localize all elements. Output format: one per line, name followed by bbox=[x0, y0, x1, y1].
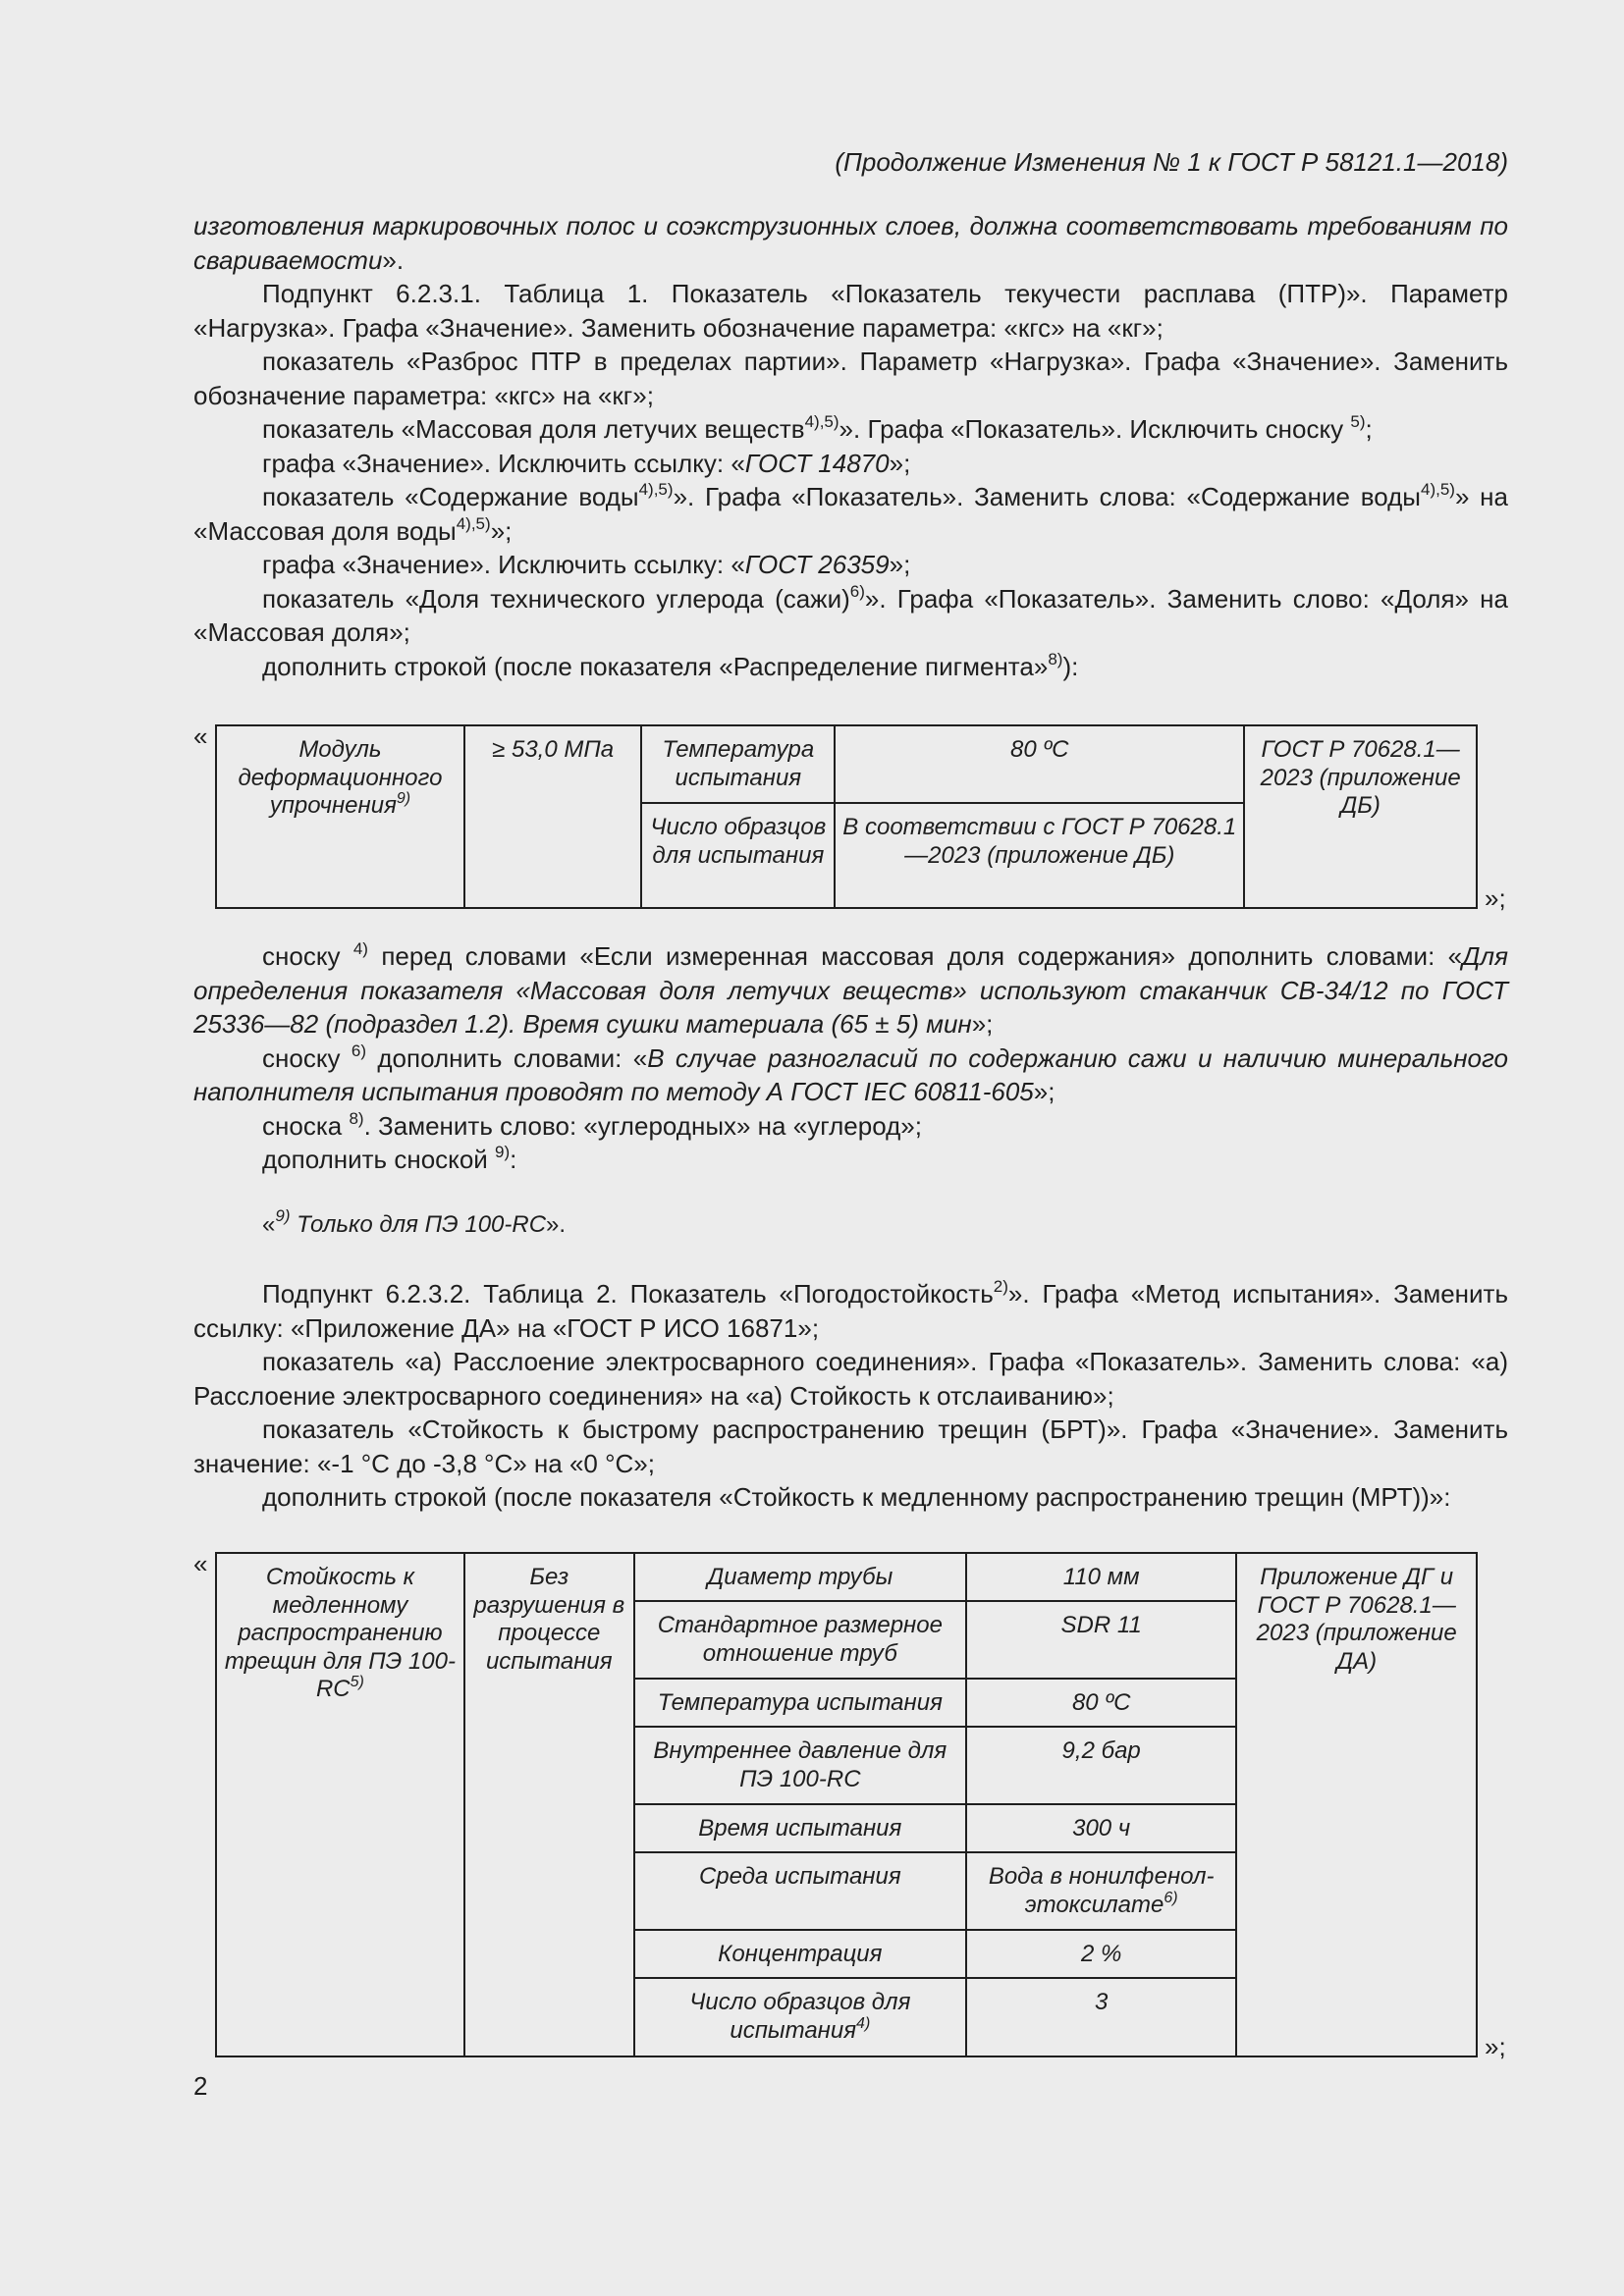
table2-param-cell: Концентрация bbox=[634, 1930, 966, 1978]
paragraph: графа «Значение». Исключить ссылку: «ГОСТ 26359»; bbox=[262, 550, 911, 579]
table2-param-cell: Внутреннее давление для ПЭ 100-RC bbox=[634, 1727, 966, 1804]
paragraph: показатель «Массовая доля летучих веществ$^{4),5)}$». Графа «Показатель». Исключить сноску $^{5)}$; bbox=[262, 412, 1373, 444]
table2-method-cell: Приложение ДГ и ГОСТ Р 70628.1—2023 (приложение ДА) bbox=[1236, 1553, 1477, 2056]
table2-new-row bbox=[215, 1552, 1478, 2057]
paragraph: показатель «Содержание воды$^{4),5)}$». Графа «Показатель». Заменить слова: «Содержание воды$^{4),5)}$» на «Массовая доля воды$^{4),5)}$»; bbox=[193, 480, 1508, 546]
table1-value-cell: ≥ 53,0 МПа bbox=[464, 725, 642, 908]
paragraph: дополнить строкой (после показателя «Распределение пигмента»$^{8)}$): bbox=[262, 649, 1079, 681]
paragraph: показатель «Разброс ПТР в пределах партии». Параметр «Нагрузка». Графа «Значение». Заменить обозначение параметра: «кгс» на «кг»; bbox=[193, 347, 1508, 410]
table2-param-value-cell: 2 % bbox=[966, 1930, 1236, 1978]
paragraph: показатель «Доля технического углерода (сажи)$^{6)}$». Графа «Показатель». Заменить слово: «Доля» на «Массовая доля»; bbox=[193, 581, 1508, 647]
amendment-text-block-2 bbox=[193, 939, 1508, 1177]
table1-indicator-cell: Модуль деформационного упрочнения$^{9)}$ bbox=[216, 725, 464, 908]
table2-param-value-cell: 110 мм bbox=[966, 1553, 1236, 1601]
table2-param-value-cell: 9,2 бар bbox=[966, 1727, 1236, 1804]
table2-close-quote: »; bbox=[1485, 2032, 1506, 2061]
table1-open-quote: « bbox=[193, 721, 208, 751]
table2-param-value-cell: 300 ч bbox=[966, 1804, 1236, 1852]
table2-param-cell: Число образцов для испытания$^{4)}$ bbox=[634, 1978, 966, 2056]
paragraph: Подпункт 6.2.3.1. Таблица 1. Показатель «Показатель текучести расплава (ПТР)». Параметр «Нагрузка». Графа «Значение». Заменить обозначение параметра: «кгс» на «кг»; bbox=[193, 279, 1508, 343]
paragraph: дополнить строкой (после показателя «Стойкость к медленному распространению трещин (МРТ))»: bbox=[262, 1482, 1451, 1512]
table2-param-cell: Среда испытания bbox=[634, 1852, 966, 1930]
page-header: (Продолжение Изменения № 1 к ГОСТ Р 58121.1—2018) bbox=[835, 147, 1508, 177]
table1-method-cell: ГОСТ Р 70628.1—2023 (приложение ДБ) bbox=[1244, 725, 1477, 908]
paragraph: сноска $^{8)}$. Заменить слово: «углеродных» на «углерод»; bbox=[262, 1108, 922, 1141]
table2-param-value-cell: 80 ºС bbox=[966, 1679, 1236, 1727]
paragraph: показатель «Стойкость к быстрому распространению трещин (БРТ)». Графа «Значение». Заменить значение: «-1 °С до -3,8 °С» на «0 °С»; bbox=[193, 1415, 1508, 1478]
paragraph: изготовления маркировочных полос и соэкструзионных слоев, должна соответствовать требованиям по свариваемости». bbox=[193, 211, 1508, 275]
table2-param-value-cell: 3 bbox=[966, 1978, 1236, 2056]
amendment-text-block-3 bbox=[193, 1277, 1508, 1515]
table1-new-row bbox=[215, 724, 1478, 909]
paragraph: сноску $^{4)}$ перед словами «Если измеренная массовая доля содержания» дополнить словами: «Для определения показателя «Массовая доля летучих веществ» используют стаканчик СВ-34/12 по ГОСТ 25336—82 (подраздел 1.2). Время сушки материала (65 ± 5) мин»; bbox=[193, 939, 1508, 1039]
table1-param-value-cell: В соответствии с ГОСТ Р 70628.1—2023 (приложение ДБ) bbox=[835, 803, 1244, 908]
amendment-text-block-1 bbox=[193, 209, 1508, 683]
table2-param-value-cell: Вода в нонилфенол-этоксилате$^{6)}$ bbox=[966, 1852, 1236, 1930]
table2-param-value-cell: SDR 11 bbox=[966, 1601, 1236, 1679]
table1-param-cell: Температура испытания bbox=[641, 725, 835, 803]
table2-indicator-cell: Стойкость к медленному распространению трещин для ПЭ 100-RC$^{5)}$ bbox=[216, 1553, 464, 2056]
table1-param-value-cell: 80 ºС bbox=[835, 725, 1244, 803]
table2-param-cell: Время испытания bbox=[634, 1804, 966, 1852]
paragraph: дополнить сноской $^{9)}$: bbox=[262, 1143, 517, 1174]
table2-open-quote: « bbox=[193, 1549, 208, 1578]
table1-param-cell: Число образцов для испытания bbox=[641, 803, 835, 908]
page-number: 2 bbox=[193, 2071, 208, 2101]
table2-value-cell: Без разрушения в процессе испытания bbox=[464, 1553, 634, 2056]
footnote-9-text: «$^{9)}$ Только для ПЭ 100-RC». bbox=[262, 1206, 567, 1238]
paragraph: Подпункт 6.2.3.2. Таблица 2. Показатель «Погодостойкость$^{2)}$». Графа «Метод испытания». Заменить ссылку: «Приложение ДА» на «ГОСТ Р ИСО 16871»; bbox=[193, 1277, 1508, 1343]
table2-param-cell: Стандартное размерное отношение труб bbox=[634, 1601, 966, 1679]
paragraph: показатель «а) Расслоение электросварного соединения». Графа «Показатель». Заменить слова: «а) Расслоение электросварного соединения» на «а) Стойкость к отслаиванию»; bbox=[193, 1347, 1508, 1411]
table2-param-cell: Температура испытания bbox=[634, 1679, 966, 1727]
paragraph: сноску $^{6)}$ дополнить словами: «В случае разногласий по содержанию сажи и наличию минерального наполнителя испытания проводят по методу А ГОСТ IEC 60811-605»; bbox=[193, 1041, 1508, 1106]
table2-param-cell: Диаметр трубы bbox=[634, 1553, 966, 1601]
table1-close-quote: »; bbox=[1485, 883, 1506, 913]
paragraph: графа «Значение». Исключить ссылку: «ГОСТ 14870»; bbox=[262, 448, 911, 478]
